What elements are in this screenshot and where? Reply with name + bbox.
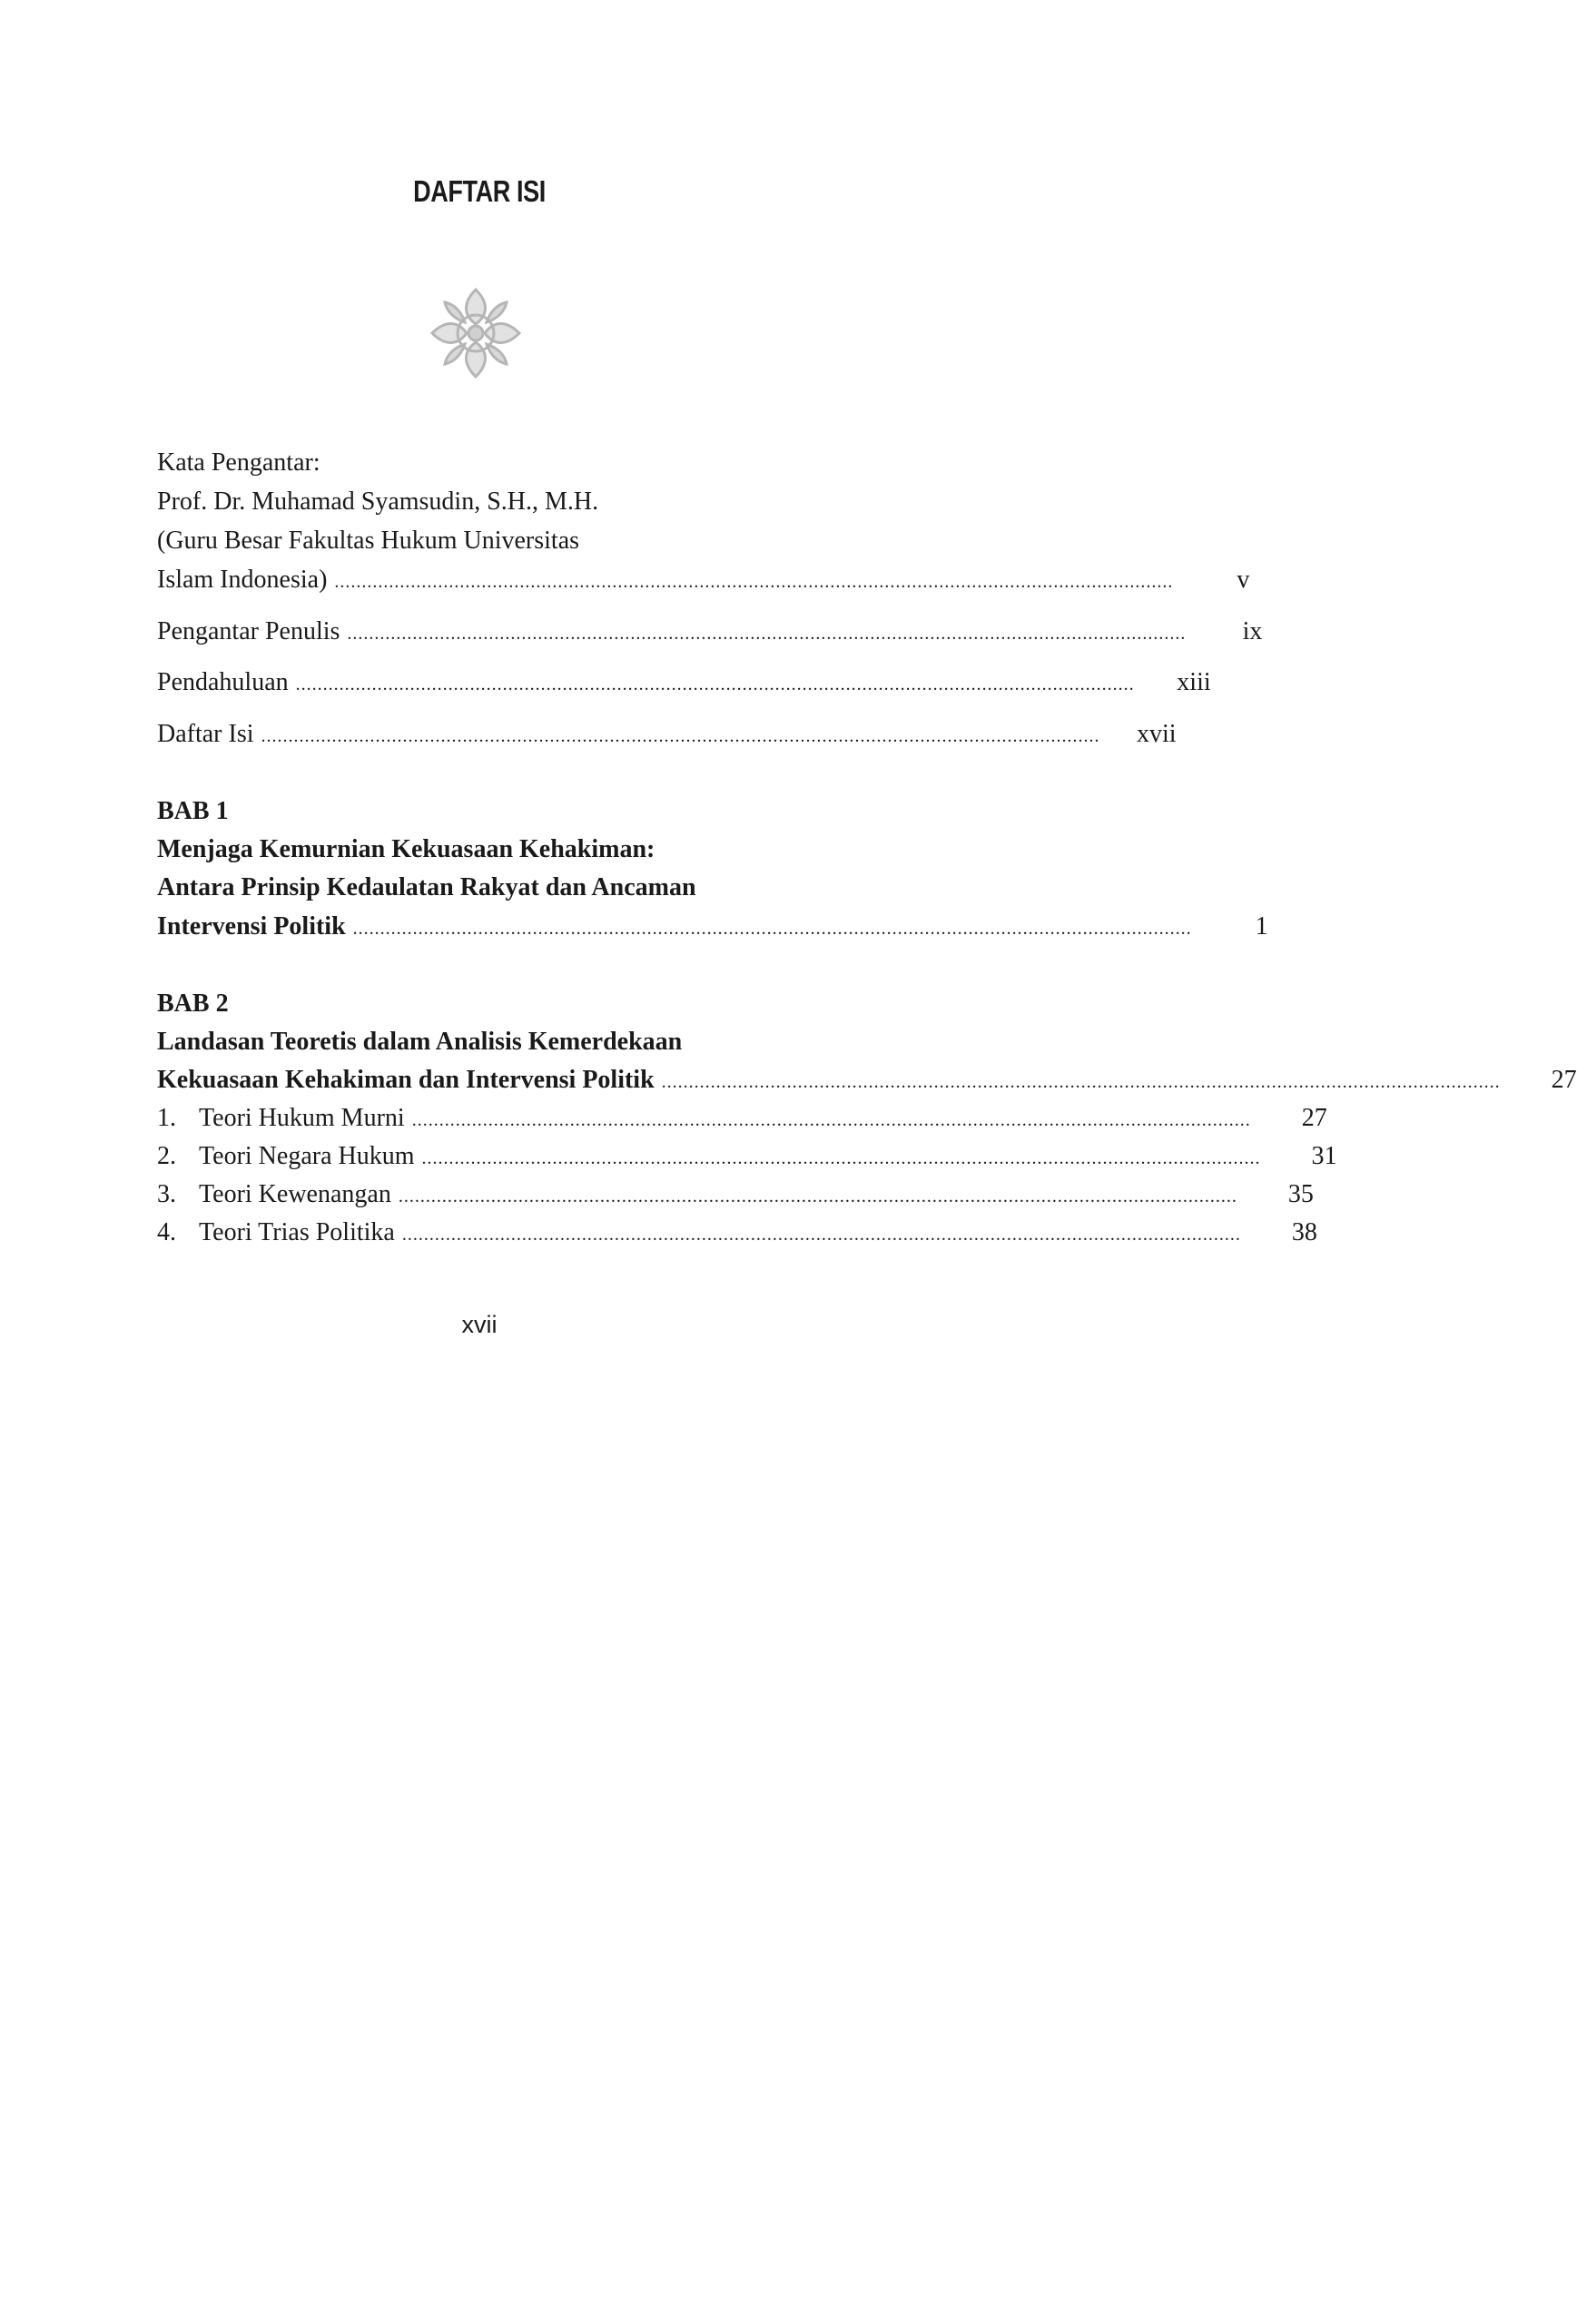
dot-leader: ..........................................................................................................................................................	[421, 1148, 1261, 1168]
subentry-number: 3.	[157, 1180, 176, 1208]
subentry-number: 4.	[157, 1218, 176, 1246]
dot-leader: ..........................................................................................................................................................	[352, 919, 1192, 939]
toc-entry-title: Islam Indonesia)	[157, 566, 328, 594]
toc-page-number: 27	[1301, 1104, 1327, 1132]
chapter-title-line: Menjaga Kemurnian Kekuasaan Kehakiman:	[157, 835, 655, 863]
chapter-label: BAB 2	[157, 990, 229, 1018]
subentry-number: 2.	[157, 1142, 176, 1170]
toc-text-line: Kata Pengantar:	[157, 448, 320, 477]
floral-ornament-icon	[427, 284, 525, 382]
toc-entry-title: Intervensi Politik	[157, 912, 346, 940]
toc-page-number: v	[1237, 566, 1250, 594]
dot-leader: ..........................................................................................................................................................	[334, 572, 1174, 592]
toc-entry-title: Daftar Isi	[157, 720, 254, 748]
toc-entry-bab-2[interactable]	[157, 1062, 1577, 1098]
dot-leader: ..........................................................................................................................................................	[398, 1187, 1237, 1206]
toc-entry-title: Pendahuluan	[157, 668, 289, 696]
chapter-label: BAB 1	[157, 797, 229, 825]
subentry-title: Teori Hukum Murni	[199, 1104, 405, 1132]
subentry-title: Teori Kewenangan	[199, 1180, 391, 1208]
toc-page-number: 35	[1287, 1180, 1314, 1208]
toc-entry-bab-1[interactable]	[157, 909, 1268, 945]
toc-entry-title: Pengantar Penulis	[157, 617, 340, 645]
page-number: xvii	[461, 1311, 498, 1338]
toc-text-line: Prof. Dr. Muhamad Syamsudin, S.H., M.H.	[157, 487, 599, 516]
toc-entry-pengantar-penulis[interactable]	[157, 614, 1263, 650]
toc-entry-title: Kekuasaan Kehakiman dan Intervensi Politik	[157, 1066, 655, 1094]
subentry-title: Teori Negara Hukum	[199, 1142, 415, 1170]
toc-text-line: (Guru Besar Fakultas Hukum Universitas	[157, 527, 580, 555]
toc-entry-pendahuluan[interactable]	[157, 665, 1211, 701]
dot-leader: ..........................................................................................................................................................	[261, 726, 1100, 746]
toc-subentry[interactable]	[157, 1100, 1327, 1137]
toc-page-number: 38	[1291, 1218, 1317, 1246]
chapter-title-line: Landasan Teoretis dalam Analisis Kemerdekaan	[157, 1028, 683, 1056]
subentry-title: Teori Trias Politika	[199, 1218, 395, 1246]
dot-leader: ..........................................................................................................................................................	[295, 675, 1135, 694]
toc-page-number: xvii	[1136, 720, 1177, 748]
dot-leader: ..........................................................................................................................................................	[411, 1110, 1251, 1130]
toc-subentry[interactable]	[157, 1138, 1337, 1175]
page-title: DAFTAR ISI	[413, 174, 546, 208]
dot-leader: ..........................................................................................................................................................	[347, 624, 1187, 644]
toc-page-number: 31	[1311, 1142, 1337, 1170]
dot-leader: ..........................................................................................................................................................	[661, 1072, 1501, 1092]
toc-page-number: ix	[1242, 617, 1263, 645]
dot-leader: ..........................................................................................................................................................	[401, 1225, 1241, 1245]
toc-subentry[interactable]	[157, 1177, 1314, 1213]
toc-page-number: 27	[1551, 1066, 1577, 1094]
toc-page-number: xiii	[1177, 668, 1211, 696]
toc-subentry[interactable]	[157, 1215, 1317, 1251]
chapter-title-line: Antara Prinsip Kedaulatan Rakyat dan Ancaman	[157, 873, 696, 901]
toc-entry-daftar-isi[interactable]	[157, 716, 1177, 753]
toc-entry-kata-pengantar[interactable]	[157, 562, 1250, 598]
subentry-number: 1.	[157, 1104, 176, 1132]
toc-page-number: 1	[1255, 912, 1268, 940]
